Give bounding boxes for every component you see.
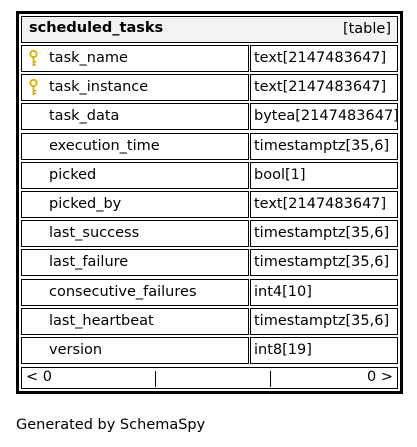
column-row[interactable] — [21, 103, 398, 130]
column-name: task_name — [21, 45, 249, 72]
column-name: execution_time — [21, 133, 249, 160]
table-footer — [21, 367, 398, 389]
column-row[interactable] — [21, 74, 398, 101]
column-name: picked_by — [21, 191, 249, 218]
column-type: timestamptz[35,6] — [250, 133, 398, 160]
column-name: picked — [21, 162, 249, 189]
column-name: last_heartbeat — [21, 308, 249, 335]
table-name: scheduled_tasks — [29, 20, 164, 36]
column-name: task_instance — [21, 74, 249, 101]
column-row[interactable] — [21, 279, 398, 306]
column-type: text[2147483647] — [250, 45, 398, 72]
column-row[interactable] — [21, 220, 398, 247]
column-type: int4[10] — [250, 279, 398, 306]
column-type: timestamptz[35,6] — [250, 308, 398, 335]
table-node-scheduled-tasks[interactable] — [16, 11, 403, 394]
table-type-label: [table] — [342, 21, 391, 37]
parents-count[interactable]: < 0 — [26, 369, 52, 385]
column-name: task_data — [21, 103, 249, 130]
column-type: bool[1] — [250, 162, 398, 189]
column-row[interactable] — [21, 308, 398, 335]
column-type: int8[19] — [250, 337, 398, 364]
column-type: timestamptz[35,6] — [250, 220, 398, 247]
generated-by-caption: Generated by SchemaSpy — [16, 417, 206, 433]
table-header — [21, 16, 398, 43]
children-count[interactable]: 0 > — [367, 369, 393, 385]
column-row[interactable] — [21, 162, 398, 189]
column-row[interactable] — [21, 191, 398, 218]
column-name: last_success — [21, 220, 249, 247]
column-row[interactable] — [21, 45, 398, 72]
primary-key-icon — [29, 50, 38, 67]
column-type: bytea[2147483647] — [250, 103, 398, 130]
column-name: consecutive_failures — [21, 279, 249, 306]
column-row[interactable] — [21, 133, 398, 160]
column-name: last_failure — [21, 249, 249, 276]
column-row[interactable] — [21, 337, 398, 364]
column-row[interactable] — [21, 249, 398, 276]
column-type: timestamptz[35,6] — [250, 249, 398, 276]
footer-divider — [155, 371, 156, 387]
column-type: text[2147483647] — [250, 191, 398, 218]
primary-key-icon — [29, 79, 38, 96]
column-type: text[2147483647] — [250, 74, 398, 101]
footer-divider — [270, 371, 271, 387]
column-name: version — [21, 337, 249, 364]
